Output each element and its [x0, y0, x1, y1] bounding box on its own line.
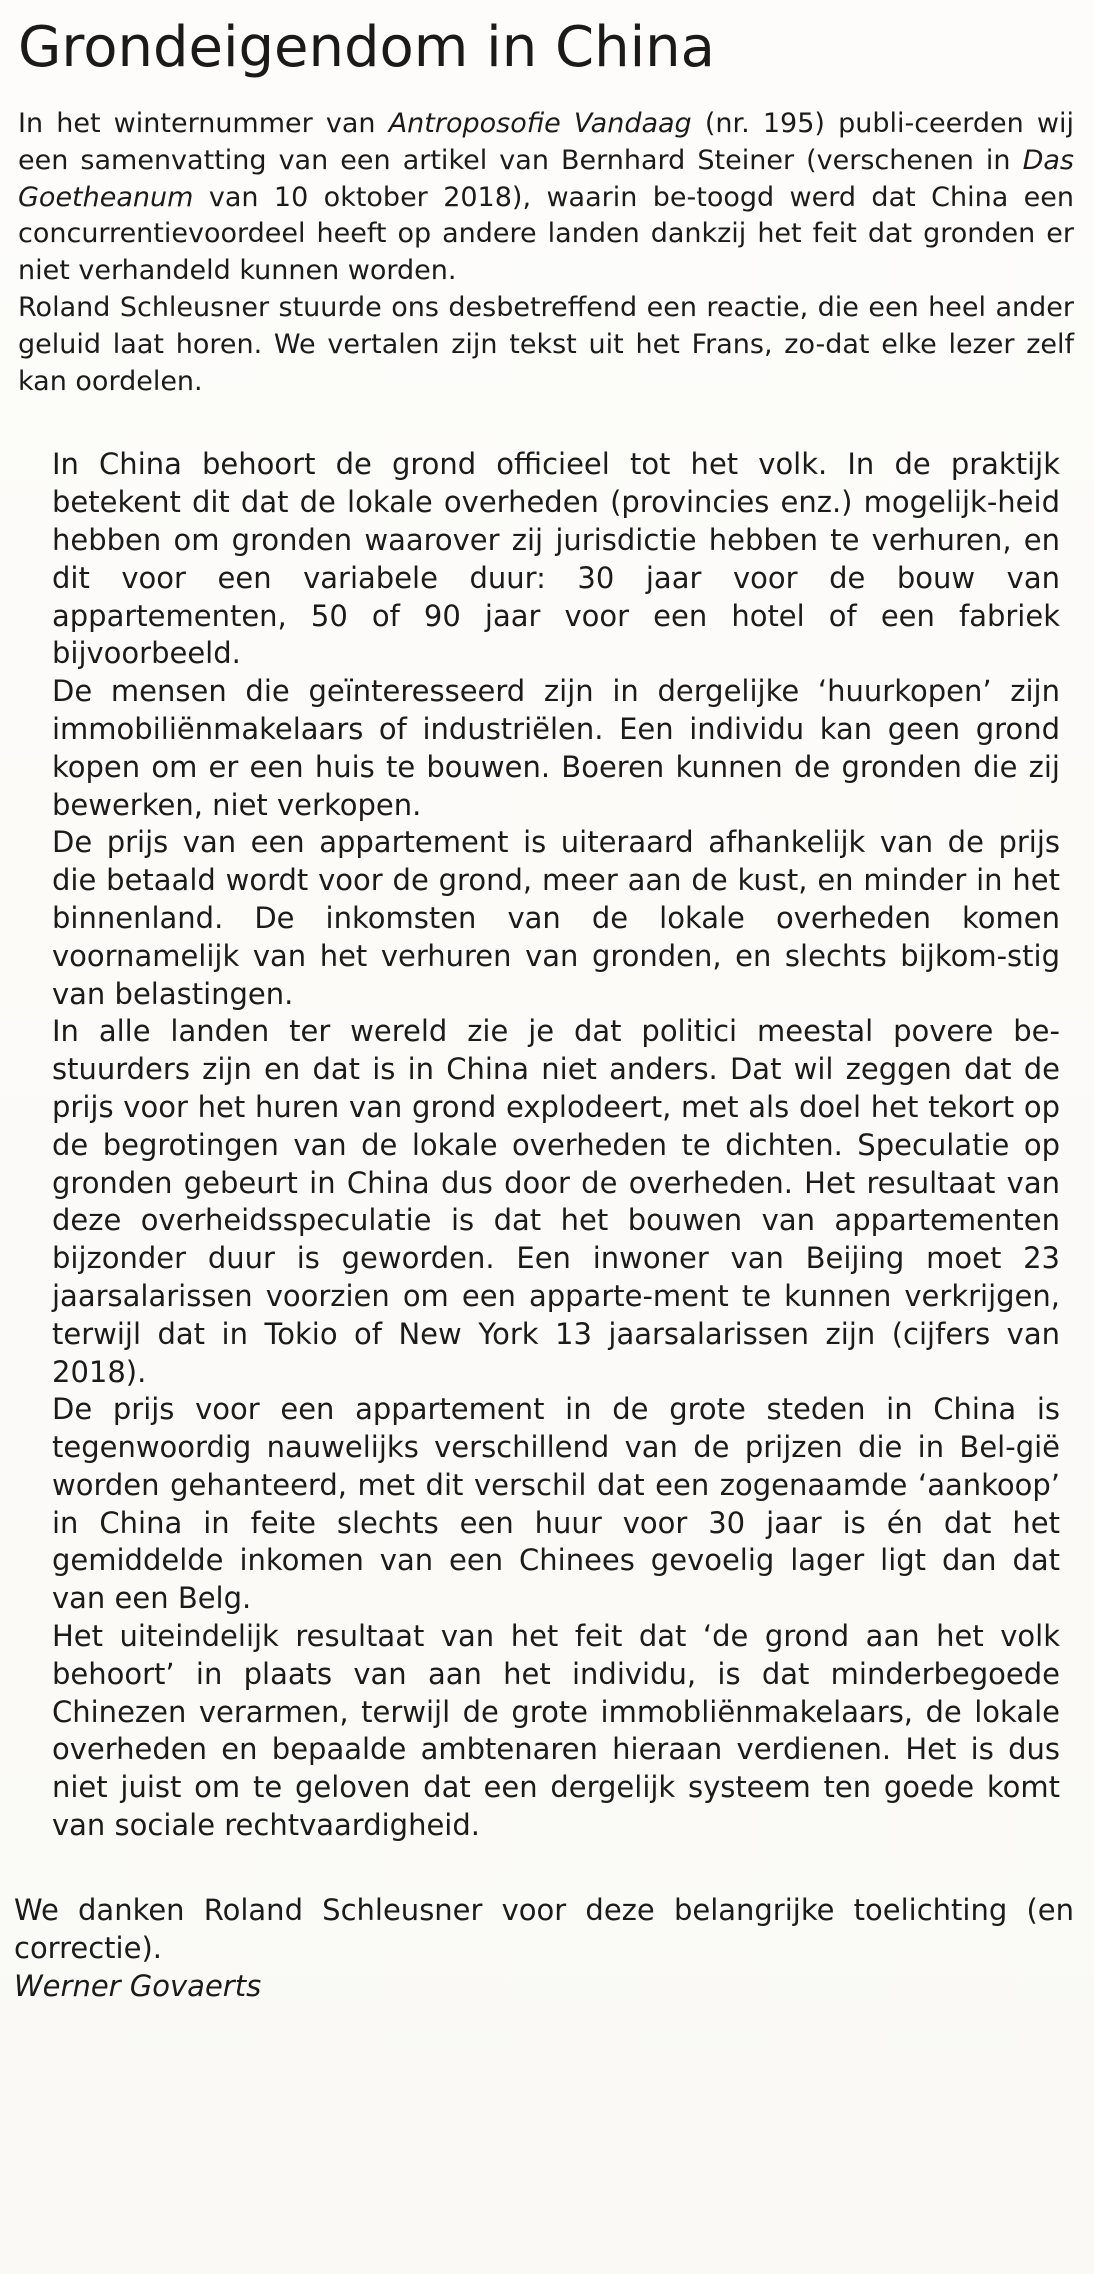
intro-text-c: van 10 oktober 2018), waarin be-toogd werd dat China een concurrentievoordeel heeft op andere landen dankzij het feit dat gronden er niet verhandeld kunnen worden. [18, 181, 1074, 287]
quote-paragraph: Het uiteindelijk resultaat van het feit dat ‘de grond aan het volk behoort’ in plaats van aan het individu, is dat minderbegoede Chinezen verarmen, terwijl de grote immobliënmakelaars, de lokale overheden en bepaalde ambtenaren hieraan verdienen. Het is dus niet juist om te geloven dat een dergelijk systeem ten goede komt van sociale rechtvaardigheid. [52, 1619, 1060, 1843]
magazine-name: Antroposofie Vandaag [388, 108, 692, 139]
quoted-reaction [0, 446, 1094, 1844]
intro-paragraph-2: Roland Schleusner stuurde ons desbetreffend een reactie, die een heel ander geluid laat horen. We vertalen zijn tekst uit het Frans, zo-dat elke lezer zelf kan oordelen. [18, 291, 1074, 397]
intro-text-b: (nr. 195) publi-ceerden wij een samenvatting van een artikel van Bernhard Steiner (verschenen in [18, 108, 1074, 176]
closing-section [0, 1891, 1094, 2005]
quote-paragraph: In China behoort de grond officieel tot het volk. In de praktijk betekent dit dat de lokale overheden (provincies enz.) mogelijk-heid hebben om gronden waarover zij jurisdictie hebben te verhuren, en dit voor een variabele duur: 30 jaar voor de bouw van appartementen, 50 of 90 jaar voor een hotel of een fabriek bijvoorbeeld. [52, 447, 1060, 671]
quote-paragraph: De prijs van een appartement is uiteraard afhankelijk van de prijs die betaald wordt voor de grond, meer aan de kust, en minder in het binnenland. De inkomsten van de lokale overheden komen voornamelijk van het verhuren van gronden, en slechts bijkom-stig van belastingen. [52, 825, 1060, 1011]
thanks-paragraph: We danken Roland Schleusner voor deze belangrijke toelichting (en correctie). [14, 1892, 1074, 1965]
author-signature: Werner Govaerts [14, 1968, 262, 2003]
intro-section [0, 106, 1094, 400]
quote-paragraph: De prijs voor een appartement in de grote steden in China is tegenwoordig nauwelijks verschillend van de prijzen die in Bel-gië worden gehanteerd, met dit verschil dat een zogenaamde ‘aankoop’ in China in feite slechts een huur voor 30 jaar is én dat het gemiddelde inkomen van een Chinees gevoelig lager ligt dan dat van een Belg. [52, 1392, 1060, 1616]
intro-paragraph-1 [18, 106, 1074, 290]
quote-paragraph: De mensen die geïnteresseerd zijn in dergelijke ‘huurkopen’ zijn immobiliënmakelaars of industriëlen. Een individu kan geen grond kopen om er een huis te bouwen. Boeren kunnen de gronden die zij bewerken, niet verkopen. [52, 674, 1060, 822]
quote-paragraph: In alle landen ter wereld zie je dat politici meestal povere be-stuurders zijn en dat is in China niet anders. Dat wil zeggen dat de prijs voor het huren van grond explodeert, met als doel het tekort op de begrotingen van de lokale overheden te dichten. Speculatie op gronden gebeurt in China dus door de overheden. Het resultaat van deze overheidsspeculatie is dat het bouwen van appartementen bijzonder duur is geworden. Een inwoner van Beijing moet 23 jaarsalarissen voorzien om een apparte-ment te kunnen verkrijgen, terwijl dat in Tokio of New York 13 jaarsalarissen zijn (cijfers van 2018). [52, 1014, 1060, 1389]
article-title: Grondeigendom in China [18, 15, 715, 80]
journal-name: Das Goetheanum [18, 144, 1074, 213]
intro-text-a: In het winternummer van [18, 108, 389, 139]
